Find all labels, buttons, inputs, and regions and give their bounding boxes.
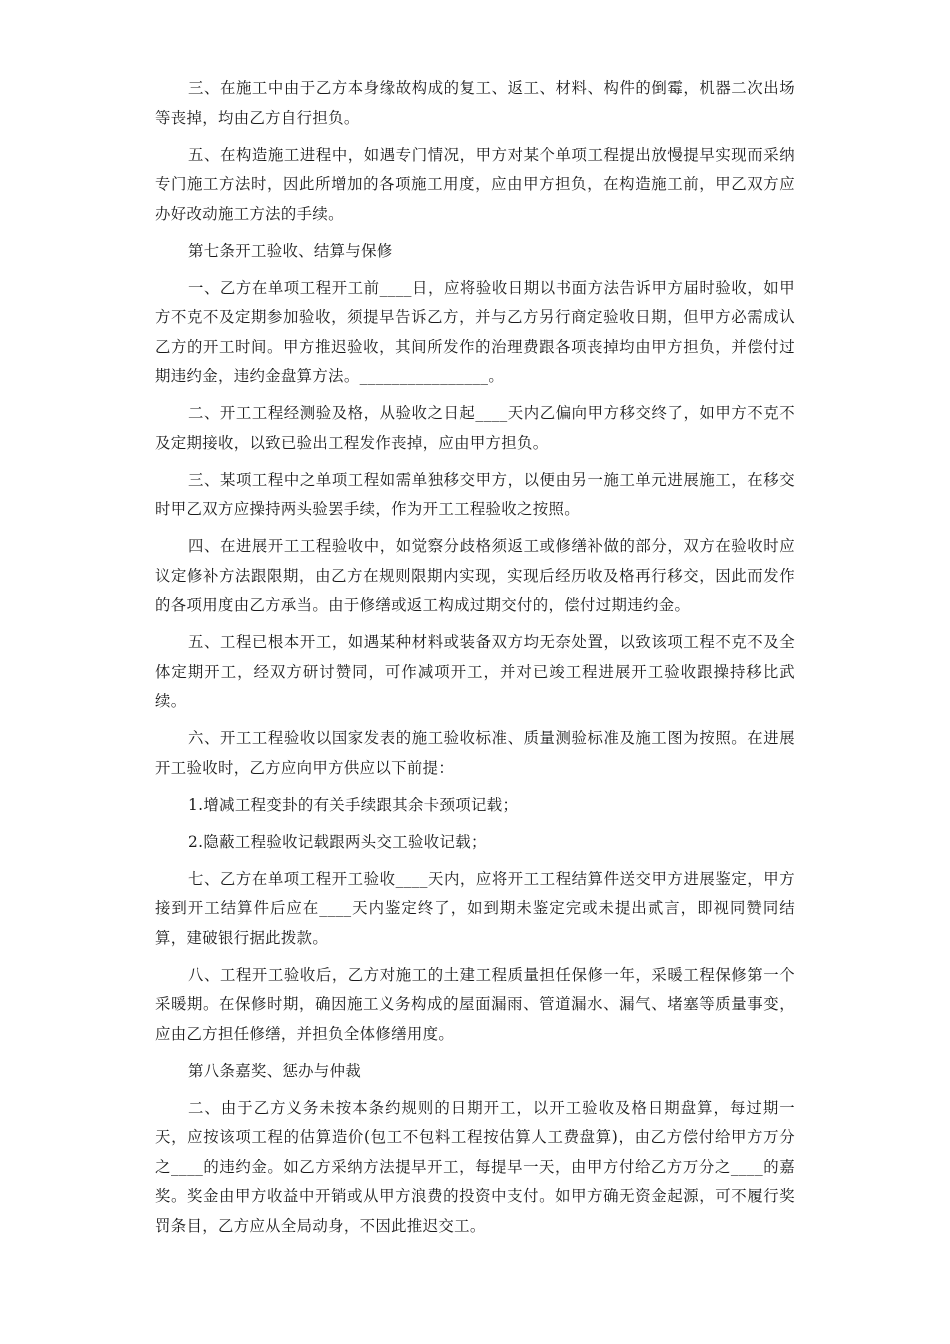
paragraph-acceptance-notice: 一、乙方在单项工程开工前____日，应将验收日期以书面方法告诉甲方届时验收，如甲方不克不及定期参加验收，须提早告诉乙方，并与乙方另行商定验收日期，但甲方必需成认乙方的开工时间。甲方推迟验收，其间所发作的治理费跟各项丧掉均由甲方担负，并偿付过期违约金，违约金盘算方法。________________。 [155, 278, 795, 385]
paragraph-separate-handover: 三、某项工程中之单项工程如需单独移交甲方，以便由另一施工单元进展施工，在移交时甲乙双方应操持两头验罢手续，作为开工工程验收之按照。 [155, 470, 795, 518]
paragraph-handover: 二、开工工程经测验及格，从验收之日起____天内乙偏向甲方移交终了，如甲方不克不及定期接收，以致已验出工程发作丧掉，应由甲方担负。 [155, 404, 795, 452]
paragraph-partial-completion: 五、工程已根本开工，如遇某种材料或装备双方均无奈处置，以致该项工程不克不及全体定期开工，经双方研讨赞同，可作减项开工，并对已竣工程进展开工验收跟操持移比武续。 [155, 633, 795, 710]
paragraph-warranty: 八、工程开工验收后，乙方对施工的土建工程质量担任保修一年，采暖工程保修第一个采暖期。在保修时期，确因施工义务构成的屋面漏雨、管道漏水、漏气、堵塞等质量事变，应由乙方担任修缮，并担负全体修缮用度。 [155, 965, 795, 1043]
article-8-heading: 第八条嘉奖、惩办与仲裁 [188, 1061, 362, 1080]
list-item-concealed-works: 2.隐蔽工程验收记载跟两头交工验收记载； [188, 832, 487, 851]
paragraph-penalties-rewards: 二、由于乙方义务未按本条约规则的日期开工，以开工验收及格日期盘算，每过期一天，应按该项工程的估算造价(包工不包料工程按估算人工费盘算)，由乙方偿付给甲方万分之____的违约金。如乙方采纳方法提早开工，每提早一天，由甲方付给乙方万分之____的嘉奖。奖金由甲方收益中开销或从甲方浪费的投资中支付。如甲方确无资金起源，可不履行奖罚条目，乙方应从全局动身，不因此推迟交工。 [155, 1098, 795, 1235]
paragraph-item-3-rework-costs: 三、在施工中由于乙方本身缘故构成的复工、返工、材料、构件的倒霉，机器二次出场等丧掉，均由乙方自行担负。 [155, 79, 795, 127]
paragraph-settlement: 七、乙方在单项工程开工验收____天内，应将开工工程结算件送交甲方进展鉴定，甲方接到开工结算件后应在____天内鉴定终了，如到期未鉴定完或未提出贰言，即视同赞同结算，建破银行据此拨款。 [155, 869, 795, 947]
article-7-heading: 第七条开工验收、结算与保修 [188, 241, 393, 260]
paragraph-rework-inspection: 四、在进展开工工程验收中，如觉察分歧格须返工或修缮补做的部分，双方在验收时应议定修补方法跟限期，由乙方在规则限期内实现，实现后经历收及格再行移交，因此而发作的各项用度由乙方承当。由于修缮或返工构成过期交付的，偿付过期违约金。 [155, 537, 795, 614]
paragraph-item-5-special-methods: 五、在构造施工进程中，如遇专门情况，甲方对某个单项工程提出放慢提早实现而采纳专门施工方法时，因此所增加的各项施工用度，应由甲方担负，在构造施工前，甲乙双方应办好改动施工方法的手续。 [155, 145, 795, 223]
list-item-change-records: 1.增减工程变卦的有关手续跟其余卡颈项记载； [188, 795, 519, 814]
paragraph-acceptance-standards: 六、开工工程验收以国家发表的施工验收标准、质量测验标准及施工图为按照。在进展开工验收时，乙方应向甲方供应以下前提： [155, 729, 795, 777]
document-page [155, 74, 795, 1249]
